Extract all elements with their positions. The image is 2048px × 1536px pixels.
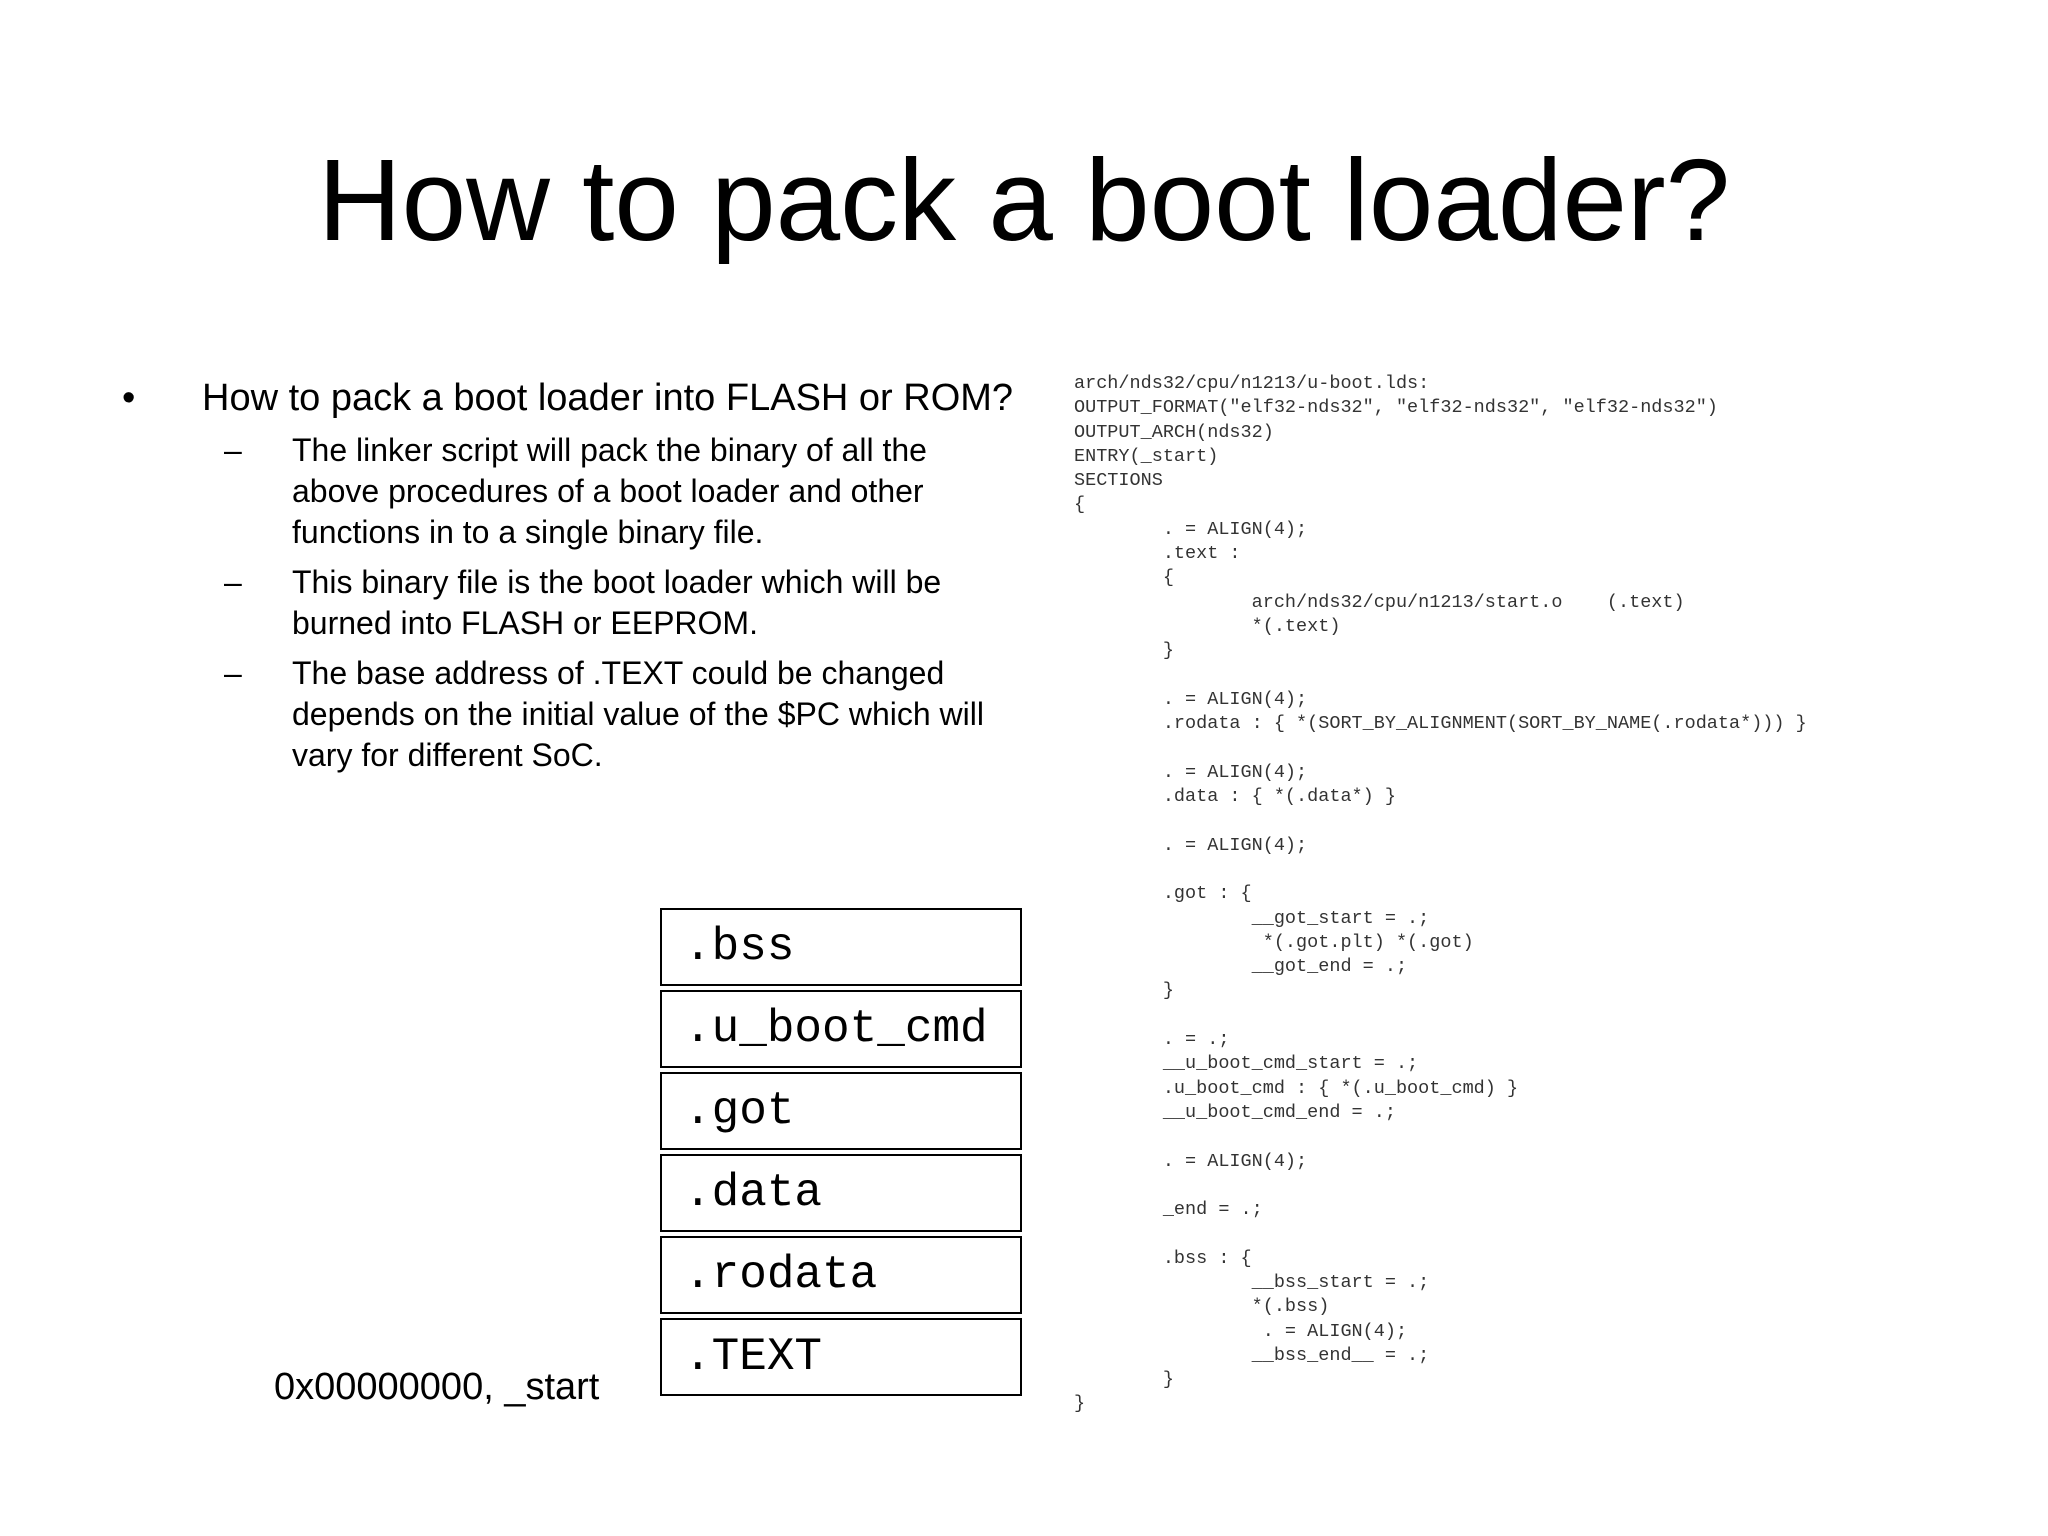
sub-bullet-list [120, 430, 1020, 776]
memory-section-u-boot-cmd: .u_boot_cmd [660, 990, 1022, 1068]
sub-bullet-marker: – [224, 564, 242, 600]
linker-script-code: arch/nds32/cpu/n1213/u-boot.lds: OUTPUT_FORMAT("elf32-nds32", "elf32-nds32", "elf32-nds32") OUTPUT_ARCH(nds32) ENTRY(_start) SECTIONS { . = ALIGN(4); .text : { arch/nds32/cpu/n1213/start.o (.text) *(.text) } . = ALIGN(4); .rodata : { *(SORT_BY_ALIGNMENT(SORT_BY_NAME(.rodata*))) } . = ALIGN(4); .data : { *(.data*) } . = ALIGN(4); .got : { __got_start = .; *(.got.plt) *(.got) __got_end = .; } . = .; __u_boot_cmd_start = .; .u_boot_cmd : { *(.u_boot_cmd) } __u_boot_cmd_end = .; . = ALIGN(4); _end = .; .bss : { __bss_start = .; *(.bss) . = ALIGN(4); __bss_end__ = .; } } [1074, 373, 1807, 1415]
sub-bullet-marker: – [224, 655, 242, 691]
sub-bullet-text: This binary file is the boot loader which will be burned into FLASH or EEPROM. [292, 564, 942, 641]
sub-bullet-marker: – [224, 432, 242, 468]
memory-section-got: .got [660, 1072, 1022, 1150]
sub-bullet-binary-file [120, 562, 1020, 644]
bullet-main-text: How to pack a boot loader into FLASH or ROM? [202, 377, 1014, 419]
memory-section-data: .data [660, 1154, 1022, 1232]
memory-section-rodata: .rodata [660, 1236, 1022, 1314]
base-address-label: 0x00000000, _start [274, 1366, 600, 1408]
bullet-list [120, 374, 1020, 785]
memory-map-diagram [660, 908, 1022, 1400]
sub-bullet-linker-script [120, 430, 1020, 553]
memory-section-text: .TEXT [660, 1318, 1022, 1396]
sub-bullet-text: The linker script will pack the binary of all the above procedures of a boot loader and other functions in to a single binary file. [292, 432, 927, 550]
memory-section-bss: .bss [660, 908, 1022, 986]
sub-bullet-text: The base address of .TEXT could be changed depends on the initial value of the $PC which will vary for different SoC. [292, 655, 984, 773]
slide-title: How to pack a boot loader? [317, 135, 1731, 265]
bullet-main [120, 374, 1020, 422]
bullet-marker: • [122, 377, 136, 419]
sub-bullet-base-address [120, 653, 1020, 776]
